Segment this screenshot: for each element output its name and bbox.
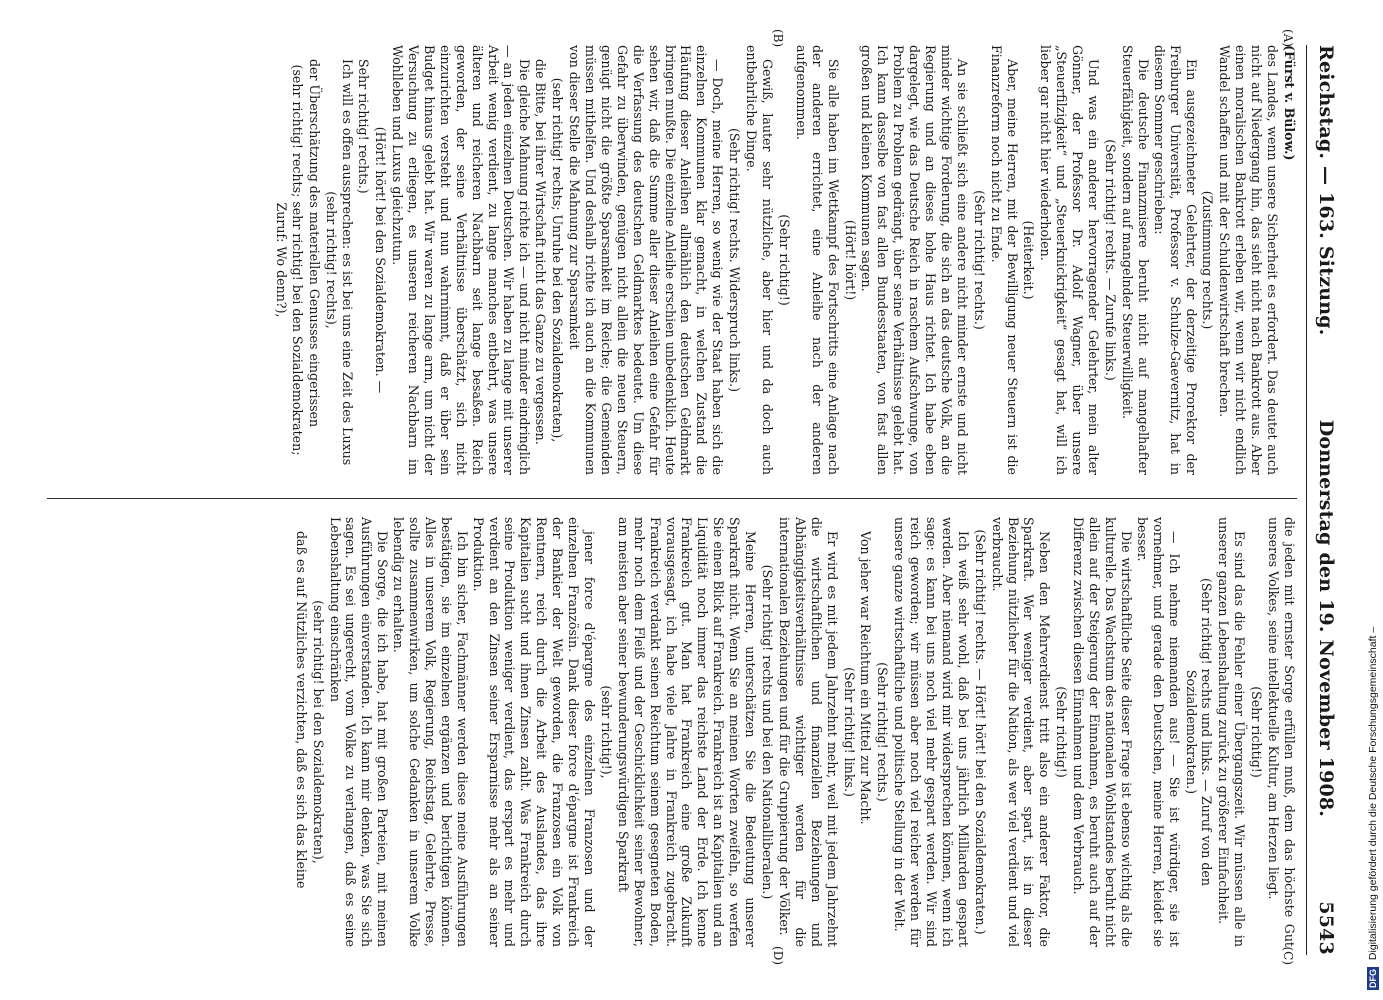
left-paragraph: Und was ein anderer hervorragender Gelehrter, mein alter Gönner, der Professor Dr. Adolf Wagner, über unsere „Steuerfilzigkeit“ und „Steuerknickrigkeit“ gesagt hat, will ich lieber gar nicht hier wiederholen. — [1038, 45, 1102, 475]
right-paragraph: Es sind das die Fehler einer Übergangszeit. Wir müssen alle in unserer ganzen Lebenshaltung zurück zu größerer Einfachheit. — [1216, 517, 1248, 947]
right-paragraph: — Ich nehme niemanden aus! — Sie ist würdiger, sie ist vornehmer, und gerade den Deutschen, meine Herren, kleidet sie besser. — [1134, 517, 1182, 947]
right-paragraph: Die wirtschaftliche Seite dieser Frage ist ebenso wichtig als die kulturelle. Das Wachstum des nationalen Wohlstandes beruht nicht allein auf der Steigerung der Einnahmen, es beruht auch auf der Differenz zwischen diesen Einnahmen und dem Verbrauch. — [1071, 517, 1134, 947]
right-paragraph: (Sehr richtig! rechts.) — [875, 662, 891, 802]
left-paragraph: der Überschätzung des materiellen Genusses eingerissen — [306, 59, 322, 428]
right-paragraph: (Sehr richtig! rechts und bei den Nationalliberalen.) — [760, 564, 775, 900]
header-left: Reichstag. — 163. Sitzung. — [1315, 45, 1337, 336]
right-column — [293, 517, 1297, 965]
margin-marker-c: (C) — [1281, 946, 1295, 965]
right-paragraph: (Sehr richtig! rechts. — Hört! hört! bei den Sozialdemokraten.) — [972, 529, 988, 935]
left-paragraph: An sie schließt sich eine andere nicht minder ernste und nicht minder wichtige Forderung, die sich an das deutsche Volk, an die Regierung und an dieses hohe Haus richtet. Ich habe eben dargelegt, wie das Deutsche Reich in raschem Aufschwunge, von Problem zu Problem gedrängt, über seine Verhältnisse gelebt hat. Ich kann dasselbe von fast allen Bundesstaaten, von fast allen großen und kleinen Kommunen sagen. — [859, 45, 970, 475]
left-paragraph: Die deutsche Finanzmisere beruht nicht auf mangelhafter Steuerfähigkeit, sondern auf mangelnder Steuerwilligkeit. — [1119, 45, 1151, 475]
left-paragraph: (Heiterkeit.) — [1021, 220, 1037, 300]
left-paragraph: (Zustimmung rechts.) — [1200, 190, 1216, 330]
left-paragraph: (Sehr richtig! rechts. Widerspruch links.) — [727, 127, 743, 392]
credit-text: Digitalisierung gefördert durch die Deutsche Forschungsgemeinschaft – — [1367, 626, 1379, 961]
right-paragraph: (sehr richtig! bei den Sozialdemokraten), — [310, 600, 326, 864]
left-paragraph: (sehr richtig! rechts), — [323, 191, 339, 329]
margin-marker-d: (D) — [771, 946, 785, 965]
left-paragraph: Aber, meine Herren, mit der Bewilligung neuer Steuern ist die Finanzreform noch nicht zu Ende. — [988, 45, 1020, 475]
right-paragraph: (Sehr richtig!) — [1054, 686, 1070, 778]
margin-marker-b: (B) — [771, 29, 785, 48]
right-paragraph: (Sehr richtig! rechts und links. — Zuruf von den Sozialdemokraten.) — [1183, 578, 1215, 886]
right-paragraph: (sehr richtig!), — [598, 685, 614, 779]
left-paragraph: des Landes, wenn unsere Sicherheit es erfordert. Das deutet auch nicht auf Niedergang hin, das sieht nicht nach Bankrott aus. Aber einen moralischen Bankrott erleben wir, wenn wir nicht endlich Wandel schaffen und mit der Schuldenwirtschaft brechen. — [1217, 45, 1281, 475]
page-number: 5543 — [1315, 901, 1337, 955]
left-paragraph: (Sehr richtig! rechts. — Zurufe links.) — [1103, 139, 1119, 381]
margin-marker-a: (A) — [1281, 29, 1295, 48]
right-paragraph: (Sehr richtig! links.) — [841, 667, 857, 797]
right-paragraph: Die Sorge, die ich habe, hat mit großen Parteien, mit meinen Ausführungen einverstanden. Ich kann mir denken, was Sie sich sagen. Es sei ungerecht, vom Volke zu verlangen, daß es seine Lebenshaltung einschränken — [327, 517, 391, 947]
printed-page — [25, 25, 1345, 975]
left-paragraph: die Bitte, bei ihrer Wirtschaft nicht das Ganze zu vergessen. — [533, 59, 549, 445]
left-paragraph: (Sehr richtig!) — [776, 214, 792, 306]
right-paragraph: die jeden mit ernster Sorge erfüllen muß, dem das höchste Gut unseres Volkes, seine intellektuelle Kultur, am Herzen liegt. — [1266, 517, 1297, 947]
right-paragraph: Ich weiß sehr wohl, daß bei uns jährlich Milliarden gespart werden. Aber niemand wird mir widersprechen können, wenn ich sage: es kann bei uns noch viel mehr gespart werden. Wir sind reich geworden; wir müssen aber noch viel reicher werden für unsere ganze wirtschaftliche und politische Stellung in der Welt. — [892, 517, 971, 947]
left-paragraph: (sehr richtig! rechts; Unruhe bei den Sozialdemokraten), — [550, 77, 566, 443]
right-paragraph: daß es auf Nützliches verzichten, daß es sich das kleine — [293, 531, 309, 889]
left-paragraph: (sehr richtig! rechts; sehr richtig! bei den Sozialdemokraten; Zuruf: Wo denn?), — [273, 64, 305, 456]
left-paragraph: (Hört! hört!) — [842, 219, 858, 301]
left-paragraph: Ich will es offen aussprechen: es ist bei uns eine Zeit des Luxus — [340, 59, 356, 466]
right-paragraph: (Sehr richtig!) — [1249, 686, 1265, 778]
header-date: Donnerstag den 19. November 1908. — [1315, 419, 1337, 818]
left-paragraph: Die gleiche Mahnung richte ich — und nicht minder eindringlich — an jeden einzelnen Deutschen. Wir haben zu lange mit unserer Arbeit wenig verdient, zu lange manches entbehrt, was unsere älteren und reicheren Nachbarn seit lange besaßen. Reich geworden, der seine Verhältnisse überschätzt, sich nicht einzurichten versteht und nun wahrnimmt, daß er über sein Budget hinaus gelebt hat. Wir waren zu lange arm, um nicht der Versuchung zu erliegen, es unseren reicheren Nachbarn im Wohlleben und Luxus gleichzutun. — [390, 45, 533, 475]
speaker-name: (Fürst v. Bülow.) — [1282, 45, 1297, 161]
left-paragraph: Sehr richtig! rechts.) — [356, 59, 372, 194]
left-paragraph: Ein ausgezeichneter Gelehrter, der derzeitige Prorektor der Freiburger Universität, Professor v. Schulze-Gaevernitz, hat in diesem Sommer geschrieben: — [1151, 45, 1199, 475]
left-column — [272, 29, 1297, 475]
left-paragraph: Gewiß, lauter sehr nützliche, aber hier und da doch auch entbehrliche Dinge. — [744, 45, 775, 475]
running-header — [1306, 45, 1337, 955]
left-paragraph: (Hört! hört! bei den Sozialdemokraten. — — [373, 126, 389, 394]
digitization-credit — [1367, 10, 1379, 990]
right-paragraph: Ich bin sicher, Fachmänner werden diese meine Ausführungen bestätigen, sie im einzelnen ergänzen und berichtigen können. Alles in unserem Volk, Regierung, Reichstag, Gelehrte, Presse, sollte zusammenwirken, um solche Gedanken in unserem Volke lebendig zu erhalten. — [391, 517, 470, 947]
right-paragraph: Er wird es mit jedem Jahrzehnt mehr, weil mit jedem Jahrzehnt die wirtschaftlichen und finanziellen Beziehungen und Abhängigkeitsverhältnisse wichtiger werden für die internationalen Beziehungen und für die Gruppierung der Völker. — [776, 517, 840, 947]
column-divider — [47, 498, 1297, 499]
right-paragraph: Von jeher war Reichtum ein Mittel zur Macht. — [858, 531, 874, 825]
right-paragraph: Meine Herren, unterschätzen Sie die Bedeutung unserer Sparkraft nicht. Wenn Sie an meinen Worten zweifeln, so werfen Sie einen Blick auf Frankreich. Frankreich ist an Kapitalien und an Liquidität noch immer das reichste Land der Erde. Ich kenne Frankreich gut. Man hat Frankreich eine große Zukunft vorausgesagt, ich habe viele Jahre in Frankreich zugebracht. Frankreich verdankt seinen Reichtum seinem gesegneten Boden, mehr noch dem Fleiß und der Geschicklichkeit seiner Bewohner, am meisten aber seiner bewunderungswürdigen Sparkraft — [615, 517, 759, 947]
left-paragraph: — Doch, meine Herren, so wenig wie der Staat haben sich die einzelnen Kommunen klar gemacht, in welchen Zustand die Häufung dieser Anleihen allmählich den deutschen Geldmarkt bringen mußte. Die einzelne Anleihe erschien unbedenklich. Heute sehen wir, daß die Summe aller dieser Anleihen eine Gefahr für die Verfassung des deutschen Geldmarktes bedeutet. Um diese Gefahr zu überwinden, genügen nicht allein die neuen Steuern, genügt nicht die größte Sparsamkeit im Reiche; die Gemeinden müssen mithelfen. Und deshalb richte ich auch an die Kommunen von dieser Stelle die Mahnung zur Sparsamkeit — [567, 45, 726, 475]
dfg-logo-icon: DFG — [1368, 969, 1378, 988]
left-paragraph: (Sehr richtig! rechts.) — [971, 190, 987, 330]
right-paragraph: jener force d'épargne des einzelnen Franzosen und der einzelnen Französin. Dank dieser force d'épargne ist Frankreich der Bankier der Welt geworden, die Franzosen ein Volk von Rentnern, reich durch die Arbeit des Auslandes, das ihre Kapitalien sucht und ihnen Zinsen zahlt. Was Frankreich durch seine Produktion weniger verdient, das erspart es mehr und verdient an den Zinsen seiner Ersparnisse mehr als an seiner Produktion. — [470, 517, 598, 947]
right-paragraph: Neben den Mehrverdienst tritt also ein anderer Faktor, die Sparkraft. Wer weniger verdient, aber spart, ist in dieser Beziehung nützlicher für die Nation, als wer viel verdient und viel verbraucht. — [989, 517, 1053, 947]
left-paragraph: Sie alle haben im Wettkampf des Fortschritts eine Anlage nach der anderen errichtet, eine Anleihe nach der anderen aufgenommen. — [793, 45, 841, 475]
